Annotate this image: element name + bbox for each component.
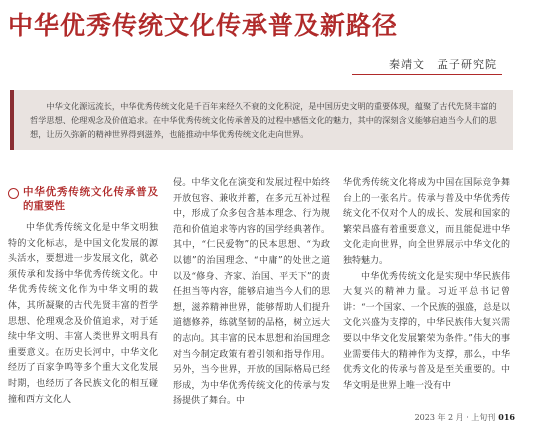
abstract-accent-bar — [10, 90, 14, 150]
page-footer — [415, 412, 515, 423]
body-paragraph: 侵。中华文化在演变和发展过程中始终开放包容、兼收并蓄，在多元互补过程中，形成了众多包含基本理念、行为规范和价值追求等内容的国学经典著作。其中，“仁民爱物”的民本思想、“为政以德”的治国理念、“中庸”的处世之道以及“修身、齐家、治国、平天下”的责任担当等内容，能够启迪当今人们的思想，滋养精神世界，能够帮助人们提升道德修养，练就坚韧的品格，树立远大的志向。其丰富的民本思想和治国理念对当今制定政策有着引领和指导作用。另外，当今世界，开放的国际格局已经形成，为中华优秀传统文化的传承与发扬提供了舞台。中 — [173, 178, 330, 407]
page-number: 016 — [498, 412, 515, 422]
section-heading — [8, 185, 158, 213]
column-2 — [173, 176, 330, 410]
circle-bullet-icon — [8, 188, 19, 199]
body-paragraph: 中华优秀传统文化是实现中华民族伟大复兴的精神力量。习近平总书记曾讲：“一个国家、一个民族的强盛，总是以文化兴盛为支撑的，中华民族伟大复兴需要以中华文化发展繁荣为条件。”伟大的事业需要伟大的精神作为支撑，那么，中华优秀文化的传承与普及是至关重要的。中华文明是世界上唯一没有中 — [343, 271, 510, 391]
column-1 — [8, 176, 158, 408]
section-title: 中华优秀传统文化传承普及的重要性 — [23, 186, 158, 212]
abstract-text: 中华文化源远流长，中华优秀传统文化是千百年来经久不衰的文化积淀，是中国历史文明的重要体现，蕴聚了古代先贤丰富的哲学思想、伦理观念及价值追求。在中华优秀传统文化传承普及的过程中感悟文化的魅力，其中的深刻含义能够启迪当今人们的思想，让历久弥新的精神世界得到滋养，也能推动中华优秀传统文化走向世界。 — [30, 101, 497, 139]
column-3 — [343, 176, 510, 394]
body-paragraph: 华优秀传统文化将成为中国在国际竞争舞台上的一张名片。传承与普及中华优秀传统文化不仅对个人的成长、发展和国家的繁荣昌盛有着重要意义，而且能促进中华文化走向世界，向全世界展示中华文化的独特魅力。 — [343, 178, 510, 266]
article-author: 秦靖文 孟子研究院 — [389, 58, 497, 71]
abstract-box — [10, 90, 513, 150]
issue-label: 2023 年 2 月 · 上旬刊 — [414, 413, 496, 422]
author-underline — [352, 74, 502, 75]
body-paragraph: 中华优秀传统文化是中华文明独特的文化标志，是中国文化发展的源头活水，要想进一步发展文化，就必须传承和发扬中华优秀传统文化。中华优秀传统文化作为中华文明的载体，其所凝聚的古代先贤丰富的哲学思想、伦理观念及价值追求，对于延续中华文明、丰富人类世界文明具有重要意义。在历史长河中，中华文化经历了百家争鸣等多个重大文化发展时期，也经历了各民族文化的相互碰撞和西方文化人 — [8, 223, 158, 405]
article-title: 中华优秀传统文化传承普及新路径 — [8, 11, 399, 40]
